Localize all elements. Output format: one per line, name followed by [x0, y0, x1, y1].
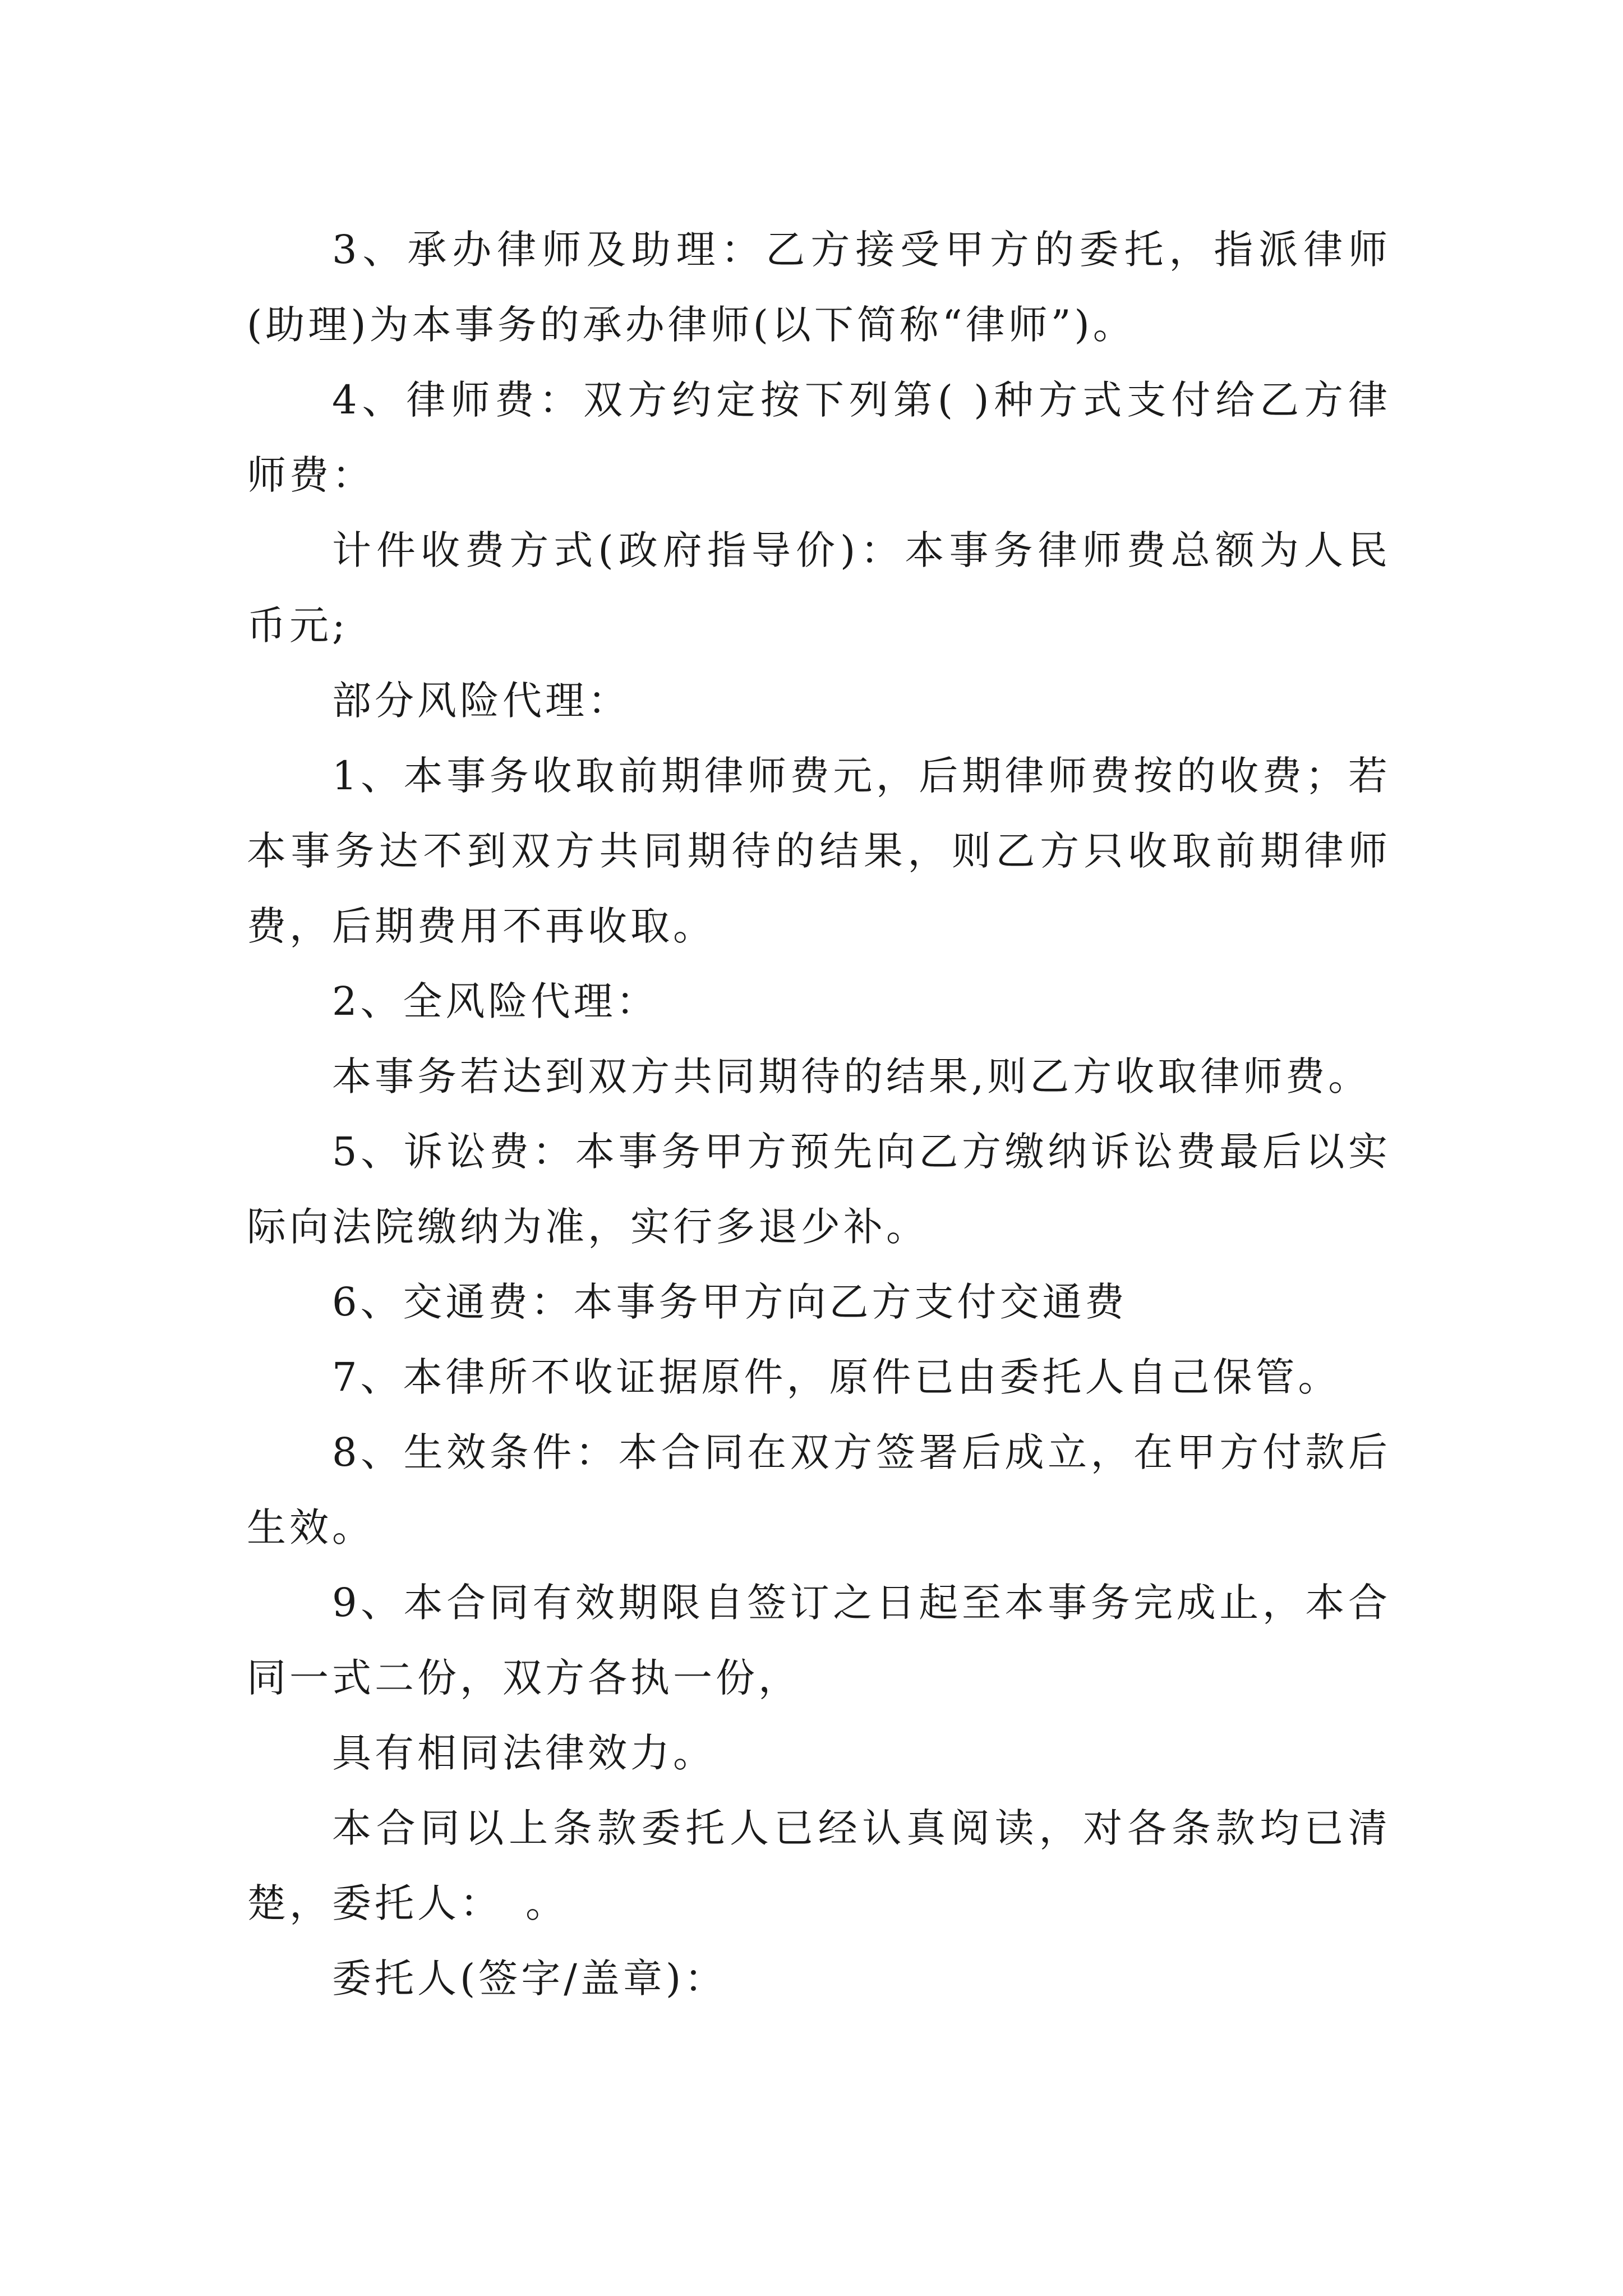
client-signature-line: 委托人(签字/盖章)： — [332, 1955, 727, 2001]
full-risk-heading: 2、全风险代理： — [332, 978, 659, 1024]
clause-8-effective-conditions: 8、生效条件：本合同在双方签署后成立，在甲方付款后生效。 — [247, 1429, 1391, 1550]
clause-9-legal-effect: 具有相同法律效力。 — [332, 1730, 716, 1776]
clause-7-evidence: 7、本律所不收证据原件，原件已由委托人自己保管。 — [332, 1354, 1341, 1400]
clause-6-transport-fee: 6、交通费：本事务甲方向乙方支付交通费 — [332, 1279, 1128, 1325]
acknowledgement-text: 本合同以上条款委托人已经认真阅读，对各条款均已清楚，委托人： 。 — [247, 1805, 1391, 1926]
clause-3-lawyer-assignment: 3、承办律师及助理：乙方接受甲方的委托，指派律师(助理)为本事务的承办律师(以下简称“律师”)。 — [247, 227, 1391, 348]
document-body — [247, 212, 1391, 2016]
fee-option-per-case: 计件收费方式(政府指导价)：本事务律师费总额为人民币元; — [247, 527, 1391, 648]
clause-4-lawyer-fee: 4、律师费：双方约定按下列第( )种方式支付给乙方律师费： — [247, 377, 1391, 498]
partial-risk-item-1: 1、本事务收取前期律师费元，后期律师费按的收费；若本事务达不到双方共同期待的结果，则乙方只收取前期律师费，后期费用不再收取。 — [247, 753, 1391, 949]
full-risk-text: 本事务若达到双方共同期待的结果,则乙方收取律师费。 — [332, 1053, 1371, 1099]
clause-5-litigation-fee: 5、诉讼费：本事务甲方预先向乙方缴纳诉讼费最后以实际向法院缴纳为准，实行多退少补。 — [247, 1129, 1391, 1250]
clause-9-validity: 9、本合同有效期限自签订之日起至本事务完成止，本合同一式二份，双方各执一份， — [247, 1580, 1391, 1701]
fee-option-partial-risk-heading: 部分风险代理： — [332, 678, 630, 724]
